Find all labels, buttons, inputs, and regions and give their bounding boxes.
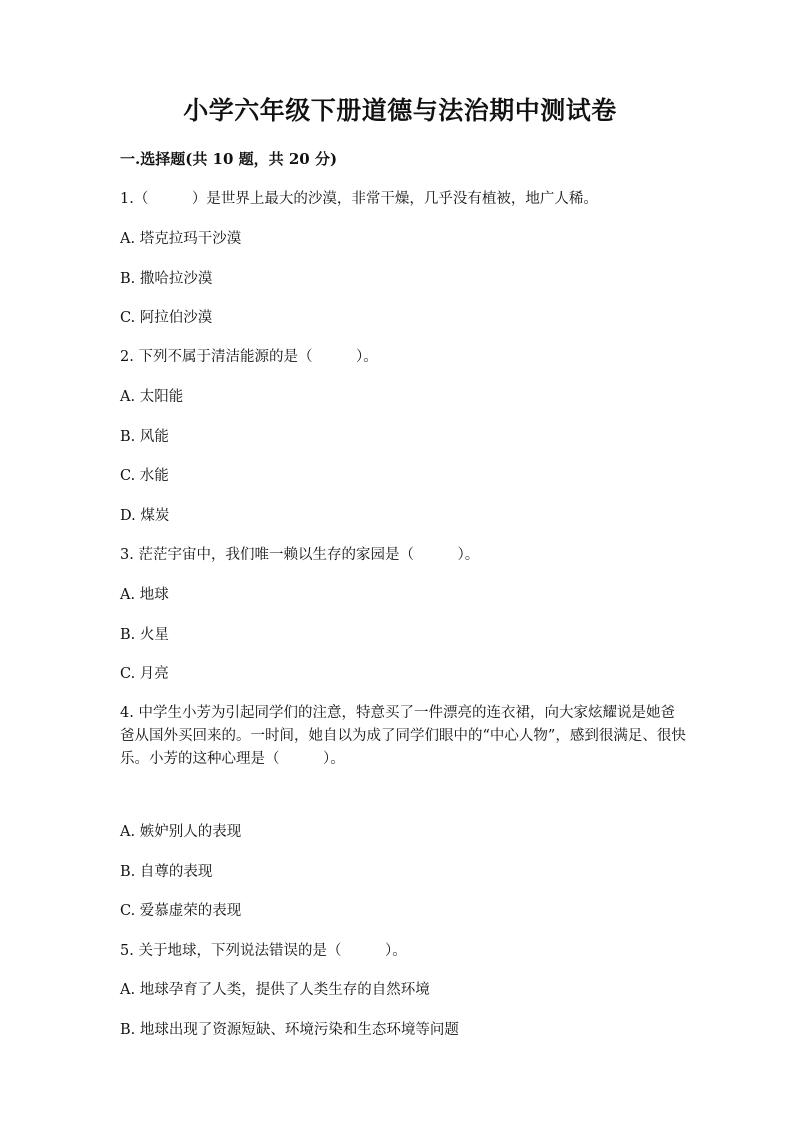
question-2-option-a: A. 太阳能 — [120, 389, 184, 405]
page-title: 小学六年级下册道德与法治期中测试卷 — [183, 96, 617, 125]
question-2-option-c: C. 水能 — [120, 468, 169, 484]
question-2-option-d: D. 煤炭 — [120, 508, 170, 524]
question-5-stem: 5. 关于地球，下列说法错误的是（ ）。 — [120, 943, 407, 959]
question-3-option-a: A. 地球 — [120, 587, 169, 603]
question-1-option-a: A. 塔克拉玛干沙漠 — [120, 231, 242, 247]
question-3-option-c: C. 月亮 — [120, 666, 169, 682]
question-5-option-a: A. 地球孕育了人类，提供了人类生存的自然环境 — [120, 982, 430, 998]
section-heading: 一.选择题(共 10 题，共 20 分) — [120, 150, 338, 168]
question-2-option-b: B. 风能 — [120, 429, 169, 445]
question-1-stem: 1.（ ）是世界上最大的沙漠，非常干燥，几乎没有植被，地广人稀。 — [120, 191, 598, 207]
question-3-option-b: B. 火星 — [120, 627, 169, 643]
question-4-option-a: A. 嫉妒别人的表现 — [120, 824, 242, 840]
question-5-option-b: B. 地球出现了资源短缺、环境污染和生态环境等问题 — [120, 1022, 459, 1038]
question-1-option-b: B. 撒哈拉沙漠 — [120, 271, 213, 287]
question-2-stem: 2. 下列不属于清洁能源的是（ ）。 — [120, 349, 378, 365]
question-4-option-c: C. 爱慕虚荣的表现 — [120, 903, 242, 919]
question-3-stem: 3. 茫茫宇宙中，我们唯一赖以生存的家园是（ ）。 — [120, 547, 480, 563]
question-1-option-c: C. 阿拉伯沙漠 — [120, 310, 213, 326]
question-4-option-b: B. 自尊的表现 — [120, 864, 213, 880]
question-4-stem: 4. 中学生小芳为引起同学们的注意，特意买了一件漂亮的连衣裙，向大家炫耀说是她爸爸从国外买回来的。一时间，她自以为成了同学们眼中的“中心人物”，感到很满足、很快乐。小芳的这种心理是（ ）。 — [120, 705, 686, 767]
